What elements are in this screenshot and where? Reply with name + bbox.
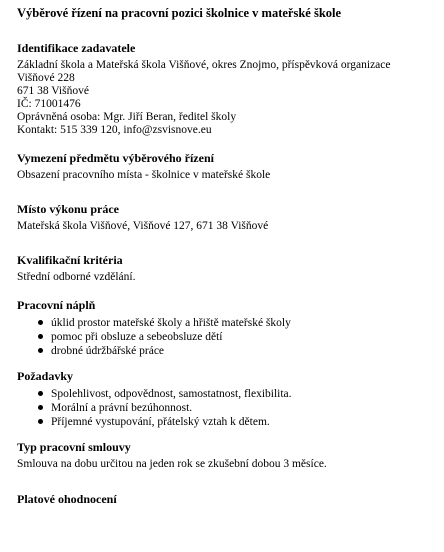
section-misto <box>17 202 434 233</box>
page-title: Výběrové řízení na pracovní pozici školnice v mateřské škole <box>17 6 342 20</box>
section-predmet <box>17 151 434 182</box>
section-ohodnoceni <box>17 492 434 506</box>
section-heading: Kvalifikační kritéria <box>17 253 123 267</box>
section-heading: Pracovní náplň <box>17 298 96 312</box>
section-heading: Vymezení předmětu výběrového řízení <box>17 151 214 165</box>
predmet-text: Obsazení pracovního místa - školnice v mateřské škole <box>17 169 271 181</box>
section-heading: Požadavky <box>17 369 74 383</box>
section-pozadavky <box>17 369 434 429</box>
zadavatel-street: Višňové 228 <box>17 72 75 84</box>
section-heading: Platové ohodnocení <box>17 492 117 506</box>
section-kvalifikace <box>17 253 434 284</box>
zadavatel-city: 671 38 Višňové <box>17 85 89 97</box>
list-item: pomoc při obsluze a sebeobsluze dětí <box>38 330 434 344</box>
misto-text: Mateřská škola Višňové, Višňové 127, 671 38 Višňové <box>17 220 269 232</box>
section-heading: Místo výkonu práce <box>17 202 119 216</box>
zadavatel-name: Základní škola a Mateřská škola Višňové, okres Znojmo, příspěvková organizace <box>17 59 391 71</box>
zadavatel-person: Oprávněná osoba: Mgr. Jiří Beran, ředitel školy <box>17 111 237 123</box>
list-item: úklid prostor mateřské školy a hřiště mateřské školy <box>38 316 434 330</box>
napln-list <box>17 316 434 358</box>
pozadavky-list <box>17 387 434 429</box>
list-item: Příjemné vystupování, přátelský vztah k dětem. <box>38 415 434 429</box>
list-item: Morální a právní bezúhonnost. <box>38 401 434 415</box>
list-item: Spolehlivost, odpovědnost, samostatnost, flexibilita. <box>38 387 434 401</box>
zadavatel-contact: Kontakt: 515 339 120, info@zsvisnove.eu <box>17 124 212 136</box>
zadavatel-ic: IČ: 71001476 <box>17 98 81 110</box>
section-heading: Identifikace zadavatele <box>17 41 136 55</box>
section-smlouva <box>17 440 434 471</box>
section-napln <box>17 298 434 358</box>
list-item: drobné údržbářské práce <box>38 344 434 358</box>
kvalifikace-text: Střední odborné vzdělání. <box>17 271 136 283</box>
section-zadavatel <box>17 41 434 137</box>
smlouva-text: Smlouva na dobu určitou na jeden rok se zkušební dobou 3 měsíce. <box>17 458 327 470</box>
section-heading: Typ pracovní smlouvy <box>17 440 131 454</box>
